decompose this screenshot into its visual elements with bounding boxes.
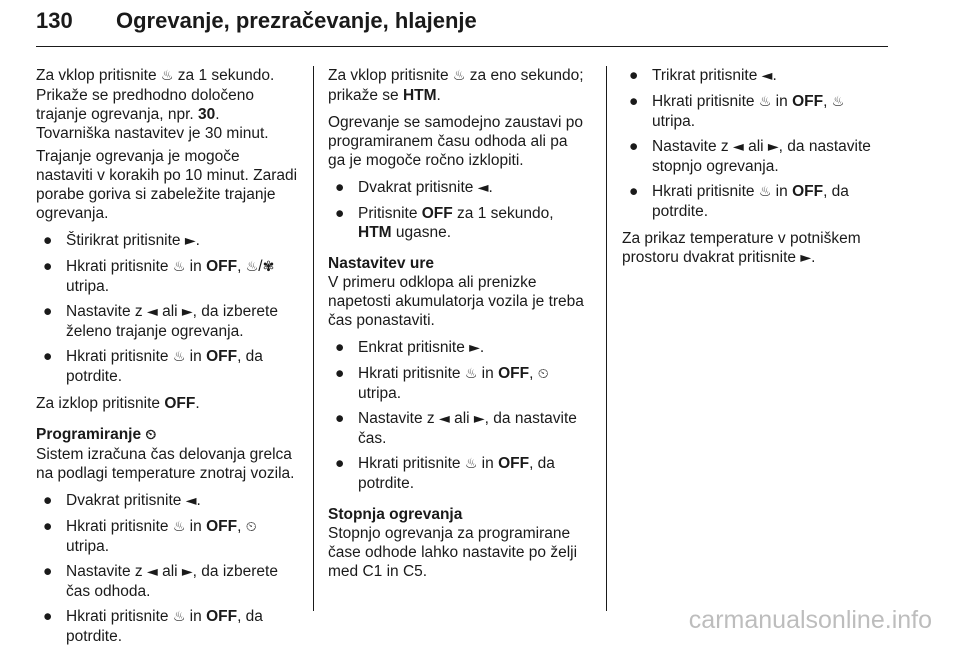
list-item: ● Štirikrat pritisnite ►.: [43, 232, 200, 249]
bullet-list: [622, 66, 888, 221]
bullet-icon: ●: [335, 410, 345, 427]
list-item: ● Hkrati pritisnite ♨ in OFF, ♨/✾ utripa.: [43, 258, 275, 295]
section-heading: Stopnja ogrevanja: [328, 506, 463, 523]
clock-icon: ⏲: [537, 366, 549, 382]
bullet-icon: ●: [43, 492, 53, 509]
next-arrow-icon: ►: [184, 233, 196, 249]
section-heading: Programiranje ⏲: [36, 426, 157, 443]
list-item: ● Hkrati pritisnite ♨ in OFF, da potrdite.: [43, 608, 263, 645]
list-item: ● Dvakrat pritisnite ◄.: [335, 179, 493, 196]
paragraph: Sistem izračuna čas delovanja grelca na podlagi temperature znotraj vozila.: [36, 446, 295, 482]
list-item: ● Nastavite z ◄ ali ►, da izberete čas odhoda.: [43, 563, 278, 600]
list-item: ● Dvakrat pritisnite ◄.: [43, 492, 201, 509]
bullet-list: [328, 338, 592, 493]
list-item: ● Hkrati pritisnite ♨ in OFF, ⏲ utripa.: [43, 518, 257, 555]
list-item: ● Hkrati pritisnite ♨ in OFF, da potrdite.: [43, 348, 263, 385]
bullet-icon: ●: [43, 608, 53, 625]
next-arrow-icon: ►: [767, 139, 779, 155]
bullet-icon: ●: [629, 93, 639, 110]
heat-icon: ♨: [464, 366, 478, 382]
heat-icon: ♨: [245, 259, 259, 275]
heat-icon: ♨: [160, 68, 174, 84]
column-1: [36, 66, 300, 654]
heat-icon: ♨: [172, 519, 186, 535]
bullet-icon: ●: [629, 183, 639, 200]
paragraph: Za izklop pritisnite OFF.: [36, 395, 200, 412]
bullet-icon: ●: [335, 339, 345, 356]
clock-icon: ⏲: [245, 519, 257, 535]
paragraph: Stopnjo ogrevanja za programirane čase odhode lahko nastavite po želji med C1 in C5.: [328, 525, 578, 580]
heat-icon: ♨: [758, 94, 772, 110]
next-arrow-icon: ►: [181, 304, 193, 320]
column-2: [328, 66, 592, 589]
bullet-icon: ●: [43, 518, 53, 535]
next-arrow-icon: ►: [469, 340, 480, 356]
paragraph: V primeru odklopa ali prenizke napetosti akumulatorja vozila je treba čas ponastaviti.: [328, 274, 584, 329]
bullet-icon: ●: [629, 138, 639, 155]
paragraph: Za vklop pritisnite ♨ za eno sekundo; prikaže se HTM.: [328, 67, 584, 104]
bullet-icon: ●: [629, 67, 639, 84]
page-title: Ogrevanje, prezračevanje, hlajenje: [116, 8, 477, 33]
list-item: ● Hkrati pritisnite ♨ in OFF, ♨ utripa.: [629, 93, 845, 130]
heat-icon: ♨: [172, 349, 186, 365]
column-divider: [313, 66, 314, 611]
heat-icon: ♨: [758, 184, 772, 200]
prev-arrow-icon: ◄: [185, 493, 197, 509]
fan-heat-icon: ✾: [262, 259, 275, 275]
list-item: ● Nastavite z ◄ ali ►, da izberete želeno trajanje ogrevanja.: [43, 303, 278, 340]
bullet-icon: ●: [335, 365, 345, 382]
list-item: ● Hkrati pritisnite ♨ in OFF, da potrdite.: [335, 455, 555, 492]
bullet-icon: ●: [43, 563, 53, 580]
prev-arrow-icon: ◄: [146, 564, 158, 580]
list-item: ● Enkrat pritisnite ►.: [335, 339, 485, 356]
next-arrow-icon: ►: [473, 411, 485, 427]
watermark: carmanualsonline.info: [688, 606, 932, 634]
clock-icon: ⏲: [145, 427, 157, 443]
next-arrow-icon: ►: [181, 564, 193, 580]
heat-icon: ♨: [464, 456, 478, 472]
paragraph: Za vklop pritisnite ♨ za 1 sekundo. Prikaže se predhodno določeno trajanje ogrevanja, npr. 30. Tovarniška nastavitev je 30 minut.: [36, 67, 275, 142]
bullet-icon: ●: [335, 455, 345, 472]
list-item: ● Nastavite z ◄ ali ►, da nastavite stopnjo ogrevanja.: [629, 138, 871, 175]
prev-arrow-icon: ◄: [438, 411, 450, 427]
section-heading: Nastavitev ure: [328, 255, 434, 272]
header-rule: [36, 46, 888, 47]
list-item: ● Hkrati pritisnite ♨ in OFF, ⏲ utripa.: [335, 365, 549, 402]
column-divider: [606, 66, 607, 611]
list-item: ● Nastavite z ◄ ali ►, da nastavite čas.: [335, 410, 577, 447]
prev-arrow-icon: ◄: [761, 68, 773, 84]
bullet-icon: ●: [335, 205, 345, 222]
heat-icon: ♨: [172, 609, 186, 625]
prev-arrow-icon: ◄: [477, 180, 489, 196]
column-3: [622, 66, 888, 276]
bullet-list: [36, 491, 300, 646]
list-item: ● Hkrati pritisnite ♨ in OFF, da potrdite.: [629, 183, 849, 220]
page-number: 130: [36, 8, 73, 33]
heat-icon: ♨: [452, 68, 466, 84]
bullet-icon: ●: [43, 348, 53, 365]
list-item: ● Trikrat pritisnite ◄.: [629, 67, 777, 84]
paragraph: Trajanje ogrevanja je mogoče nastaviti v korakih po 10 minut. Zaradi porabe goriva si zabeležite trajanje ogrevanja.: [36, 148, 298, 222]
heat-icon: ♨: [831, 94, 845, 110]
heat-icon: ♨: [172, 259, 186, 275]
prev-arrow-icon: ◄: [732, 139, 744, 155]
paragraph: Za prikaz temperature v potniškem prostoru dvakrat pritisnite ►.: [622, 230, 861, 266]
next-arrow-icon: ►: [800, 250, 812, 266]
list-item: ● Pritisnite OFF za 1 sekundo, HTM ugasne.: [335, 205, 554, 241]
page-header: [36, 2, 888, 46]
bullet-icon: ●: [43, 232, 53, 249]
bullet-list: [328, 178, 592, 242]
paragraph: Ogrevanje se samodejno zaustavi po programiranem času odhoda ali pa ga je mogoče ročno izklopiti.: [328, 114, 584, 169]
prev-arrow-icon: ◄: [146, 304, 158, 320]
bullet-icon: ●: [43, 303, 53, 320]
bullet-icon: ●: [43, 258, 53, 275]
bullet-icon: ●: [335, 179, 345, 196]
bullet-list: [36, 231, 300, 386]
